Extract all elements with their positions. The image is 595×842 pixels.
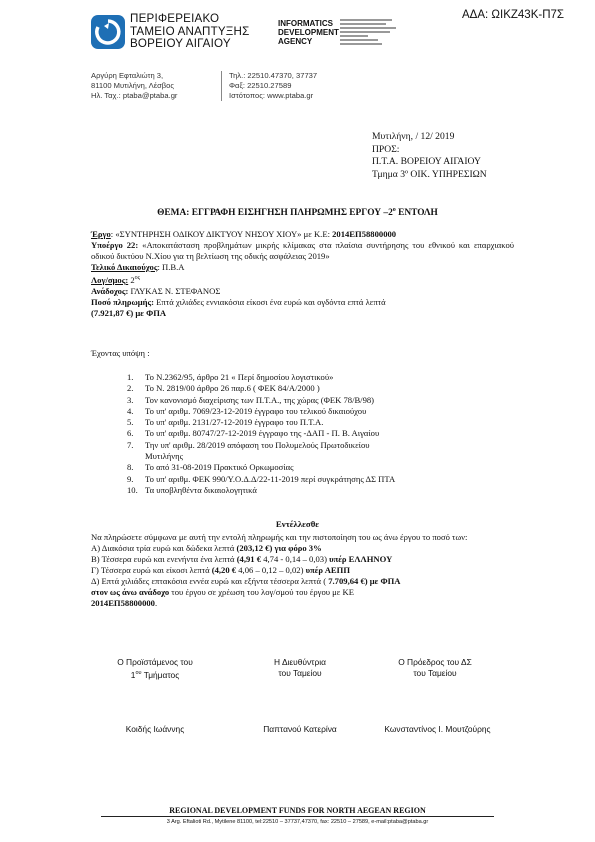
signature-block-1: Ο Προϊστάμενος του $1^{o\upsilon}$ Τμήματος	[117, 657, 193, 680]
reference-item	[127, 383, 395, 394]
reference-item	[127, 462, 395, 473]
reference-item	[127, 451, 395, 462]
org-address: Αργύρη Εφταλιώτη 3, 81100 Μυτιλήνη, Λέσβος Ηλ. Ταχ.: ptaba@ptaba.gr	[91, 71, 178, 100]
reference-number: 2.	[127, 383, 134, 394]
line-a: Α) Διακόσια τρία ευρώ και δώδεκα λεπτά (203,12 €) για φόρο 3%	[91, 543, 322, 553]
reference-text: Το Ν. 2819/00 άρθρο 26 παρ.6 ( ΦΕΚ 84/Α/2000 )	[145, 383, 320, 394]
signature-block-3: Ο Πρόεδρος του ΔΣ του Ταμείου	[398, 657, 472, 678]
signatory-name-1: Κοιδής Ιωάννης	[125, 724, 185, 734]
reference-text: Τα υποβληθέντα δικαιολογητικά	[145, 484, 257, 495]
reference-text: Το υπ' αριθμ. 7069/23-12-2019 έγγραφο του τελικού δικαιούχου	[145, 405, 367, 416]
signatory-name-3: Κωνσταντίνος Ι. Μουτζούρης	[384, 724, 491, 734]
line-d-2: στον ως άνω ανάδοχο του έργου σε χρέωση του λογ/σμού του έργου με ΚΕ	[91, 587, 354, 597]
decision-body	[91, 532, 514, 609]
reference-text: Τον κανονισμό διαχείρισης των Π.Τ.Α., της χώρας (ΦΕΚ 78/Β/98)	[145, 394, 375, 405]
reference-item	[127, 406, 395, 417]
to-line-1: Π.Τ.Α. ΒΟΡΕΙΟΥ ΑΙΓΑΙΟΥ	[372, 156, 481, 168]
reference-number: 4.	[127, 405, 134, 416]
reference-item	[127, 474, 395, 485]
reference-number: 6.	[127, 428, 134, 439]
line-c: Γ) Τέσσερα ευρώ και είκοσι λεπτά (4,20 € 4,06 – 0,12 – 0,02) υπέρ ΑΕΠΠ	[91, 565, 350, 575]
reference-item	[127, 485, 395, 496]
footer-title: REGIONAL DEVELOPMENT FUNDS FOR NORTH AEGEAN REGION	[169, 806, 426, 815]
reference-number: 7.	[127, 439, 134, 450]
logo-icon	[91, 15, 125, 49]
signatory-name-2: Παπτανού Κατερίνα	[263, 724, 337, 734]
reference-number: 8.	[127, 462, 134, 473]
decision-intro: Να πληρώσετε σύμφωνα με αυτή την εντολή πληρωμής και την πιστοποίηση του ως άνω έργου το ποσό των:	[91, 532, 468, 542]
agency-label: INFORMATICS DEVELOPMENT AGENCY	[278, 19, 339, 46]
footer-address: 3 Arg. Eftaliotі Rd., Mytilene 81100, tel:22510 – 37737,47370, fax: 22510 – 27589, e-mail:ptaba@ptaba.gr	[166, 819, 429, 825]
line-d-3: 2014ΕΠ58800000.	[91, 598, 158, 608]
reference-text: Το υπ' αριθμ. ΦΕΚ 990/Υ.Ο.Δ.Δ/22-11-2019 περί συγκράτησης ΔΣ ΠΤΑ	[145, 473, 396, 484]
reference-text: Το Ν.2362/95, άρθρο 21 « Περί δημοσίου λογιστικού»	[145, 372, 334, 382]
header-divider	[221, 71, 222, 101]
reference-item	[127, 372, 395, 383]
considering-label: Έχοντας υπόψη :	[91, 348, 150, 358]
reference-number: 9.	[127, 473, 134, 484]
reference-number: 5.	[127, 417, 134, 428]
reference-text: Μυτιλήνης	[145, 451, 184, 462]
signature-block-2: Η Διευθύντρια του Ταμείου	[274, 657, 326, 678]
line-b: Β) Τέσσερα ευρώ και ενενήντα ένα λεπτά (4,91 € 4,74 - 0,14 – 0,03) υπέρ ΕΛΛΗΝΟΥ	[91, 554, 393, 564]
reference-number: 3.	[127, 394, 134, 405]
org-contact: Τηλ.: 22510.47370, 37737 Φαξ: 22510.27589 Ιστότοπος: www.ptaba.gr	[229, 71, 318, 100]
reference-item	[127, 428, 395, 439]
ada-code: ΑΔΑ: ΩΙΚΖ43Κ-Π7Σ	[462, 9, 565, 21]
decision-heading: Εντέλλεσθε	[275, 519, 320, 529]
references-list	[127, 372, 395, 496]
agency-fine-print	[340, 19, 400, 45]
to-label: ΠΡΟΣ:	[372, 143, 400, 155]
project-details: Έργο: «ΣΥΝΤΗΡΗΣΗ ΟΔΙΚΟΥ ΔΙΚΤΥΟΥ ΝΗΣΟΥ ΧΙΟΥ» με Κ.Ε: 2014ΕΠ58800000 Υποέργο 22: «Αποκατάσταση προβλημάτων μικρής κλίμακας στα πλαίσια συντήρησης του εθνικού και επαρχιακού οδικού δικτύου Ν.Χίου για τη βελτίωση της οδικής ασφάλειας 2019» Τελικό Δικαιούχος: Π.Β.Α Λογ/σμος: $2^{o\varsigma}$ Ανάδοχος: ΓΛΥΚΑΣ Ν. ΣΤΕΦΑΝΟΣ Ποσό πληρωμής: Επτά χιλιάδες εννιακόσια είκοσι ένα ευρώ και ογδόντα επτά λεπτά (7.921,87 €) με ΦΠΑ	[91, 229, 514, 318]
reference-text: Την υπ' αριθμ. 28/2019 απόφαση του Πολυμελούς Πρωτοδικείου	[145, 439, 370, 450]
line-d: Δ) Επτά χιλιάδες επτακόσια εννέα ευρώ και εξήντα τέσσερα λεπτά ( 7.709,64 €) με ΦΠΑ	[91, 576, 401, 586]
reference-number: 1.	[127, 372, 134, 382]
reference-number: 10.	[127, 484, 138, 495]
date-line: Μυτιλήνη, / 12/ 2019	[372, 131, 455, 142]
reference-text: Το υπ' αριθμ. 80747/27-12-2019 έγγραφο της -ΔΑΠ - Π. Β. Αιγαίου	[145, 428, 380, 439]
to-line-2: Τμημα 3º ΟΙΚ. ΥΠΗΡΕΣΙΩΝ	[372, 168, 487, 180]
subject-heading: ΘΕΜΑ: ΕΓΓΡΑΦΗ ΕΙΣΗΓΗΣΗ ΠΛΗΡΩΜΗΣ ΕΡΓΟΥ $-2^o$ ΕΝΤΟΛΗ	[157, 207, 438, 219]
reference-text: Το από 31-08-2019 Πρακτικό Ορκωμοσίας	[145, 462, 294, 473]
reference-item	[127, 417, 395, 428]
reference-text: Το υπ' αριθμ. 2131/27-12-2019 έγγραφο του Π.Τ.Α.	[145, 417, 324, 428]
footer-rule	[101, 816, 494, 817]
recipient-block	[372, 131, 487, 181]
reference-item	[127, 395, 395, 406]
reference-item	[127, 440, 395, 451]
org-name: ΠΕΡΙΦΕΡΕΙΑΚΟ ΤΑΜΕΙΟ ΑΝΑΠΤΥΞΗΣ ΒΟΡΕΙΟΥ ΑΙΓΑΙΟΥ	[130, 12, 250, 50]
